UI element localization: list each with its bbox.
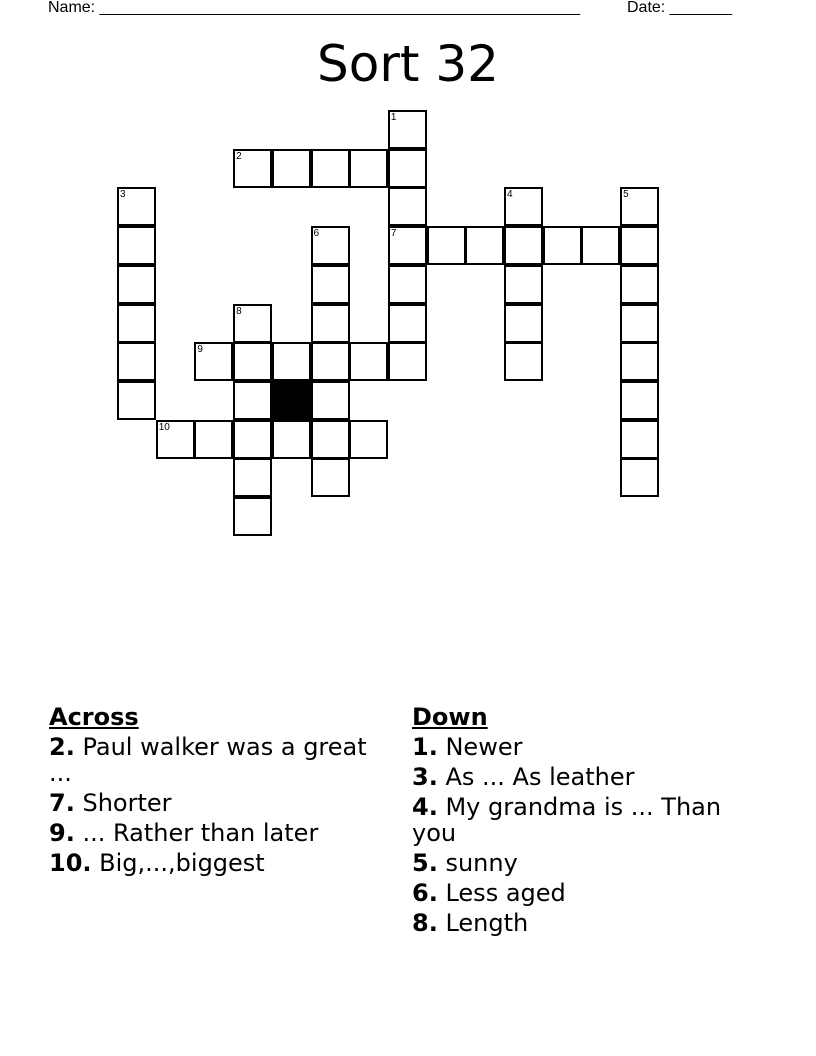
crossword-cell[interactable] [620,420,659,459]
crossword-cell[interactable] [504,342,543,381]
down-clue: 1. Newer [412,733,523,761]
crossword-cell[interactable] [620,304,659,343]
crossword-cell[interactable] [311,342,350,381]
crossword-cell[interactable] [117,304,156,343]
clue-number: 10 [158,421,170,433]
crossword-cell[interactable] [620,265,659,304]
crossword-cell[interactable] [311,304,350,343]
name-field[interactable]: Name: ______________________________________________________ [48,0,581,16]
down-clue: 3. As ... As leather [412,763,635,791]
clue-number: 7 [390,228,397,240]
crossword-cell[interactable] [581,226,620,265]
crossword-cell[interactable] [349,342,388,381]
clue-number: 5 [623,189,629,201]
across-clue: 10. Big,...,biggest [49,849,265,877]
crossword-cell[interactable] [233,420,272,459]
crossword-cell[interactable] [233,381,272,420]
crossword-cell[interactable] [543,226,582,265]
crossword-cell[interactable] [272,149,311,188]
down-heading: Down [412,703,488,731]
clue-number: 3 [120,189,126,201]
crossword-cell[interactable] [388,342,427,381]
crossword-cell[interactable] [504,226,543,265]
clue-number: 8 [236,305,242,317]
crossword-cell[interactable] [311,420,350,459]
down-clue: 5. sunny [412,849,518,877]
down-clue: 4. My grandma is ... Than you [412,793,722,847]
crossword-cell[interactable] [388,149,427,188]
across-clue: 2. Paul walker was a great ... [49,733,367,787]
clue-number: 9 [197,344,203,356]
crossword-cell[interactable] [272,420,311,459]
crossword-cell[interactable] [620,342,659,381]
crossword-cell[interactable] [504,304,543,343]
crossword-cell[interactable] [272,342,311,381]
crossword-cell[interactable] [349,420,388,459]
crossword-cell[interactable] [194,420,233,459]
crossword-cell[interactable] [311,458,350,497]
down-clue: 6. Less aged [412,879,566,907]
across-clues [49,702,379,880]
down-clues [412,702,742,940]
crossword-cell[interactable] [311,265,350,304]
crossword-cell[interactable] [311,381,350,420]
clue-number: 2 [236,150,242,162]
across-clue: 7. Shorter [49,789,172,817]
down-clue: 8. Length [412,909,529,937]
page-title: Sort 32 [316,35,499,93]
crossword-cell[interactable] [388,265,427,304]
clue-number: 4 [507,189,513,201]
across-heading: Across [49,703,139,731]
crossword-cell[interactable] [504,265,543,304]
crossword-cell[interactable] [233,342,272,381]
crossword-cell[interactable] [620,381,659,420]
crossword-cell[interactable] [233,497,272,536]
black-cell [272,381,311,420]
crossword-cell[interactable] [465,226,504,265]
crossword-cell[interactable] [427,226,466,265]
crossword-cell[interactable] [117,381,156,420]
crossword-cell[interactable] [233,458,272,497]
crossword-cell[interactable] [620,226,659,265]
clue-number: 6 [313,228,320,240]
clue-number: 1 [390,112,397,123]
across-clue: 9. ... Rather than later [49,819,319,847]
crossword-cell[interactable] [311,149,350,188]
crossword-cell[interactable] [349,149,388,188]
crossword-cell[interactable] [388,187,427,226]
date-field[interactable]: Date: _______ [627,0,732,16]
crossword-cell[interactable] [117,265,156,304]
crossword-cell[interactable] [117,226,156,265]
crossword-cell[interactable] [388,304,427,343]
crossword-cell[interactable] [117,342,156,381]
crossword-cell[interactable] [620,458,659,497]
